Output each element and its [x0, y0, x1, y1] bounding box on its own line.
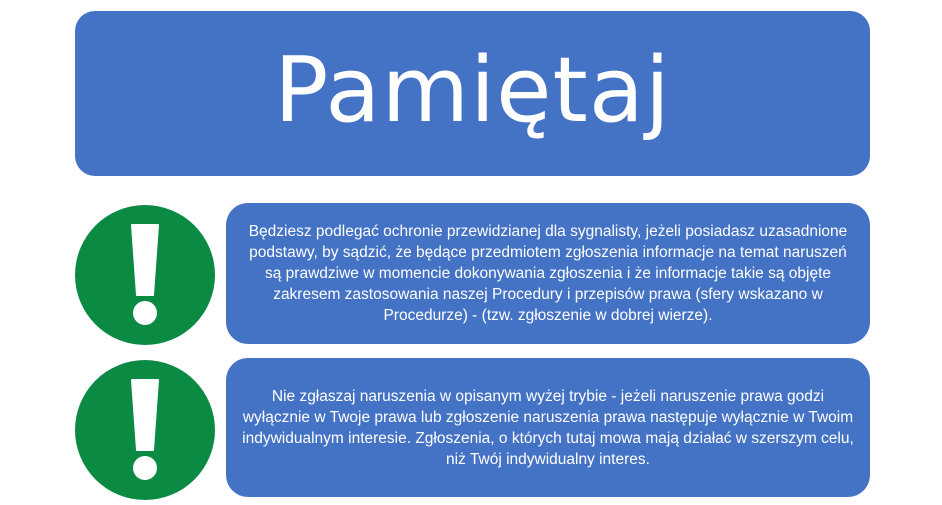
title-banner — [75, 11, 870, 176]
exclamation-icon — [75, 360, 215, 500]
page-title: Pamiętaj — [274, 37, 671, 143]
notice-text: Będziesz podlegać ochronie przewidzianej dla sygnalisty, jeżeli posiadasz uzasadnione podstawy, by sądzić, że będące przedmiotem zgłoszenia informacje na temat naruszeń są prawdziwe w momencie dokonywania zgłoszenia i że informacje takie są objęte zakresem zastosowania naszej Procedury i przepisów prawa (sfery wskazano w Procedurze) - (tzw. zgłoszenie w dobrej wierze). — [248, 223, 848, 324]
notice-box-individual-interest — [226, 358, 870, 497]
notice-text: Nie zgłaszaj naruszenia w opisanym wyżej trybie - jeżeli naruszenie prawa godzi wyłącznie w Twoje prawa lub zgłoszenie naruszenia prawa następuje wyłącznie w Twoim indywidualnym interesie. Zgłoszenia, o których tutaj mowa mają działać w szerszym celu, niż Twój indywidualny interes. — [242, 387, 854, 468]
exclamation-glyph — [127, 378, 163, 482]
exclamation-glyph — [127, 223, 163, 327]
exclamation-icon — [75, 205, 215, 345]
notice-box-good-faith — [226, 203, 870, 344]
